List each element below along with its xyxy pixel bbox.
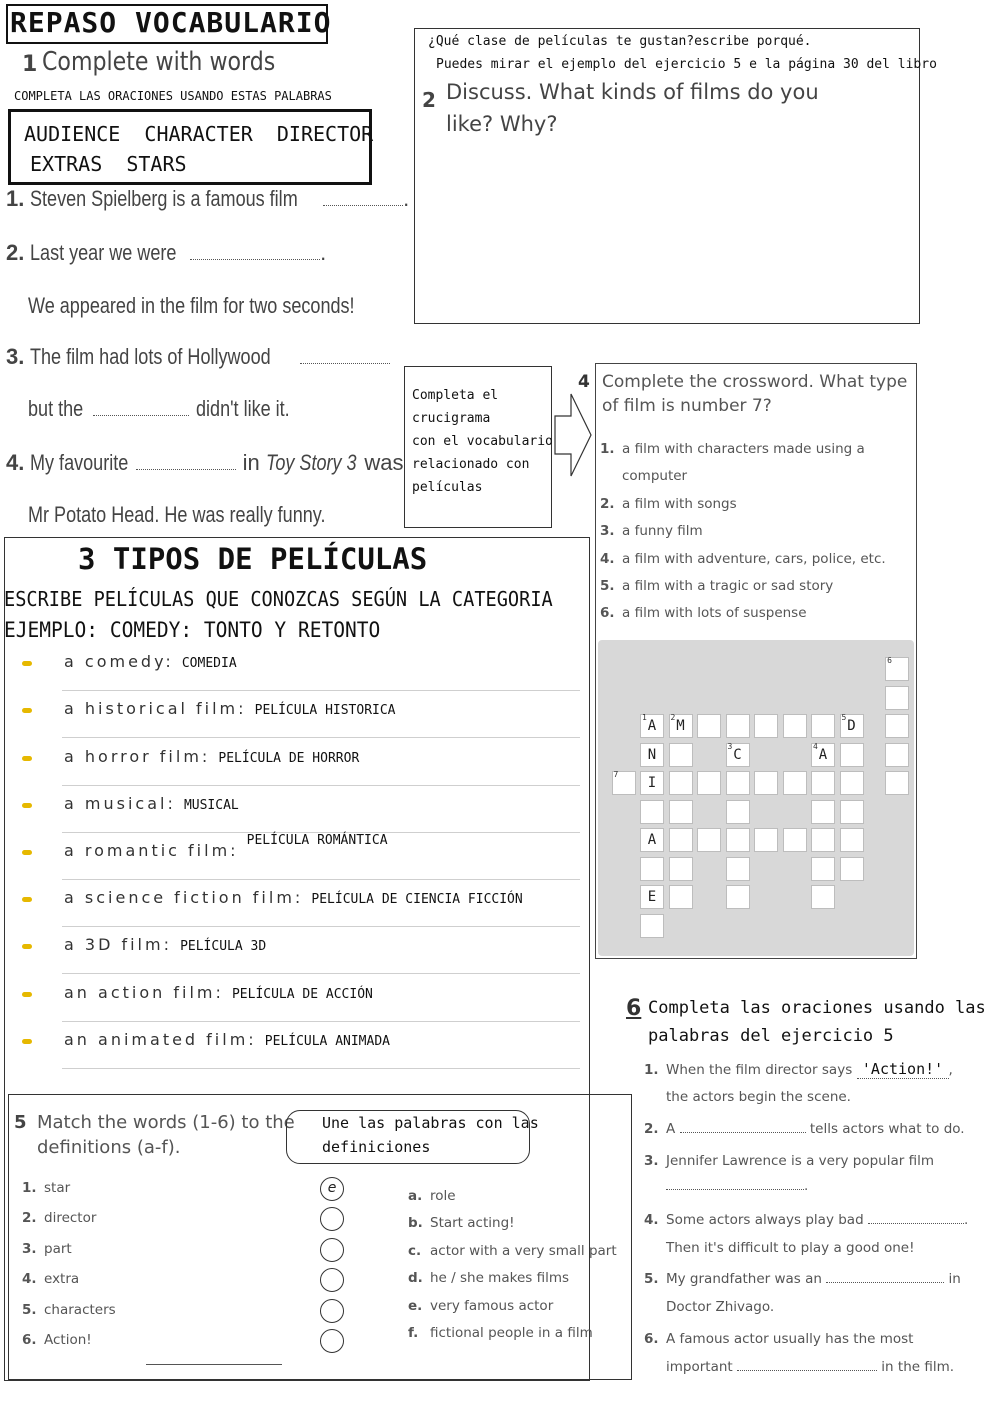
arrow-right-icon xyxy=(553,392,593,478)
ex2-question-line2: like? Why? xyxy=(446,112,558,136)
crossword-letter: A xyxy=(818,746,828,763)
ex2-note-line2: Puedes mirar el ejemplo del ejercicio 5 e la página 30 del libro xyxy=(436,57,937,72)
crossword-cell[interactable] xyxy=(640,714,664,738)
match-definition: b. Start acting! xyxy=(408,1215,515,1231)
crossword-cell[interactable] xyxy=(811,714,835,738)
crossword-clue-number: 4 xyxy=(813,741,818,751)
answer-line[interactable] xyxy=(62,785,580,786)
ex6-sentence-4: 4. Some actors always play bad . xyxy=(644,1212,969,1228)
ex3-subtitle-1: ESCRIBE PELÍCULAS QUE CONOZCAS SEGÚN LA CATEGORIA xyxy=(4,587,553,611)
film-type-spanish[interactable]: PELÍCULA ANIMADA xyxy=(264,1034,390,1049)
ex6-sentence-6b: important in the film. xyxy=(666,1359,955,1375)
ex1-sentence-1: 1. Steven Spielberg is a famous film . xyxy=(6,186,410,211)
divider-line xyxy=(146,1364,282,1365)
ex2-question-line1: Discuss. What kinds of films do you xyxy=(446,80,819,104)
ex1-sentence-3b: but the didn't like it. xyxy=(28,396,290,421)
ex5-note-line2: definiciones xyxy=(322,1138,431,1156)
bullet-icon xyxy=(22,897,32,902)
ex6-number: 6 xyxy=(626,996,642,1021)
ex4-clue-list xyxy=(600,436,886,628)
ex6-title-line2: palabras del ejercicio 5 xyxy=(648,1026,894,1046)
film-type-english: a musical: xyxy=(64,794,176,813)
match-word: 3. part xyxy=(22,1241,72,1257)
answer-circle[interactable] xyxy=(320,1238,344,1262)
film-type-spanish[interactable]: PELÍCULA HISTORICA xyxy=(254,703,396,718)
match-definition: d. he / she makes films xyxy=(408,1270,570,1286)
crossword-cell[interactable] xyxy=(811,743,835,767)
ex6-sentence-3: 3. Jennifer Lawrence is a very popular film xyxy=(644,1153,935,1169)
ex6-sentence-5b: Doctor Zhivago. xyxy=(666,1299,775,1315)
ex3-subtitle-2: EJEMPLO: COMEDY: TONTO Y RETONTO xyxy=(4,618,381,642)
word-bank-line1: AUDIENCE CHARACTER DIRECTOR xyxy=(24,122,374,146)
answer-line[interactable] xyxy=(62,1068,580,1069)
crossword-letter: A xyxy=(647,718,657,734)
answer-line[interactable] xyxy=(62,973,580,974)
film-type-row xyxy=(64,888,523,907)
crossword-cell[interactable] xyxy=(669,800,693,824)
clue-1: 1. a film with characters made using a xyxy=(600,441,865,457)
ex6-sentence-6: 6. A famous actor usually has the most xyxy=(644,1331,914,1347)
word-bank-line2: EXTRAS STARS xyxy=(30,152,187,176)
ex1-title: Complete with words xyxy=(42,47,276,77)
crossword-cell[interactable] xyxy=(811,828,835,852)
crossword-cell[interactable] xyxy=(783,828,807,852)
answer-circle[interactable] xyxy=(320,1207,344,1231)
crossword-clue-number: 6 xyxy=(887,656,892,665)
crossword-cell[interactable] xyxy=(783,771,807,795)
answer-line[interactable] xyxy=(62,926,580,927)
crossword-cell[interactable] xyxy=(669,857,693,881)
match-word: 2. director xyxy=(22,1210,97,1226)
crossword-cell[interactable] xyxy=(640,828,664,852)
crossword-cell[interactable] xyxy=(811,885,835,909)
answer-blank[interactable] xyxy=(300,363,390,364)
clue-6: 6. a film with lots of suspense xyxy=(600,605,807,622)
crossword-cell[interactable] xyxy=(885,686,909,710)
film-type-english: an action film: xyxy=(64,983,224,1002)
crossword-letter: M xyxy=(676,718,685,734)
film-type-english: a historical film: xyxy=(64,699,247,718)
crossword-clue-number: 7 xyxy=(613,770,619,779)
clue-3: 3. a funny film xyxy=(600,523,703,540)
film-type-row xyxy=(64,935,266,954)
crossword-cell[interactable] xyxy=(612,771,636,795)
bullet-icon xyxy=(22,803,32,808)
crossword-clue-number: 5 xyxy=(841,713,847,722)
match-word: 4. extra xyxy=(22,1271,80,1287)
crossword-cell[interactable] xyxy=(811,800,835,824)
crossword-letter: N xyxy=(647,746,657,763)
film-type-row xyxy=(64,794,239,813)
answer-circle[interactable] xyxy=(320,1299,344,1323)
crossword-letter: D xyxy=(847,718,856,734)
crossword-cell[interactable] xyxy=(885,771,909,795)
crossword-cell[interactable] xyxy=(697,828,721,852)
answer-line[interactable] xyxy=(62,690,580,691)
crossword-cell[interactable] xyxy=(754,714,778,738)
crossword-cell[interactable] xyxy=(669,828,693,852)
film-type-english: a horror film: xyxy=(64,747,211,766)
film-type-row xyxy=(64,833,388,860)
match-definition: f. fictional people in a film xyxy=(408,1325,593,1341)
answer-blank[interactable] xyxy=(826,1282,944,1283)
bullet-icon xyxy=(22,661,32,666)
crossword-cell[interactable] xyxy=(840,771,864,795)
ex1-sentence-4: 4. My favourite in Toy Story 3 was xyxy=(6,450,404,475)
bullet-icon xyxy=(22,708,32,713)
crossword-cell[interactable] xyxy=(726,828,750,852)
match-definition: a. role xyxy=(408,1188,456,1204)
bullet-icon xyxy=(22,850,32,855)
answer-line[interactable] xyxy=(62,737,580,738)
film-type-english: a 3D film: xyxy=(64,935,172,954)
match-definition: c. actor with a very small part xyxy=(408,1243,617,1259)
crossword-cell[interactable] xyxy=(811,771,835,795)
crossword-clue-number: 1 xyxy=(642,713,647,722)
film-type-english: a comedy: xyxy=(64,652,174,671)
crossword-cell[interactable] xyxy=(669,885,693,909)
ex2-number: 2 xyxy=(422,88,436,112)
answer-blank[interactable]: 'Action!' xyxy=(857,1060,949,1079)
film-type-spanish[interactable]: MUSICAL xyxy=(183,798,239,813)
crossword-letter: A xyxy=(647,832,657,848)
crossword-cell[interactable] xyxy=(840,743,864,767)
film-type-row xyxy=(64,983,373,1002)
ex4-title-line2: of film is number 7? xyxy=(602,396,772,416)
ex6-sentence-1: 1. When the film director says 'Action!' , xyxy=(644,1060,953,1078)
crossword-cell[interactable] xyxy=(754,771,778,795)
film-type-spanish[interactable]: PELÍCULA DE ACCIÓN xyxy=(231,987,373,1002)
ex1-sentence-2: 2. Last year we were . xyxy=(6,240,327,265)
crossword-letter: I xyxy=(647,775,657,791)
answer-blank[interactable] xyxy=(666,1189,804,1190)
bullet-icon xyxy=(22,756,32,761)
match-word: 6. Action! xyxy=(22,1332,92,1348)
crossword-cell[interactable] xyxy=(885,743,909,767)
ex5-title-line1: Match the words (1-6) to the xyxy=(37,1112,295,1133)
ex6-sentence-1b: the actors begin the scene. xyxy=(666,1089,851,1105)
bullet-icon xyxy=(22,1039,32,1044)
film-type-row xyxy=(64,652,237,671)
crossword-cell[interactable] xyxy=(840,800,864,824)
crossword-clue-number: 2 xyxy=(670,713,676,722)
ex1-sentence-2b: We appeared in the film for two seconds! xyxy=(28,293,355,318)
crossword-cell[interactable] xyxy=(669,771,693,795)
answer-blank[interactable] xyxy=(737,1370,877,1371)
crossword-cell[interactable] xyxy=(783,714,807,738)
crossword-cell[interactable] xyxy=(840,857,864,881)
crossword-cell[interactable] xyxy=(811,857,835,881)
film-type-spanish[interactable]: PELÍCULA DE CIENCIA FICCIÓN xyxy=(311,892,523,907)
ex6-title-line1: Completa las oraciones usando las xyxy=(648,998,986,1018)
ex4-title-line1: Complete the crossword. What type xyxy=(602,372,908,392)
ex5-number: 5 xyxy=(14,1112,27,1133)
film-type-spanish[interactable]: PELÍCULA 3D xyxy=(180,939,267,954)
match-word: 1. star xyxy=(22,1180,71,1196)
answer-line[interactable] xyxy=(62,879,580,880)
crossword-cell[interactable] xyxy=(885,714,909,738)
answer-blank[interactable] xyxy=(868,1223,964,1224)
crossword-cell[interactable] xyxy=(726,857,750,881)
ex5-title-line2: definitions (a-f). xyxy=(37,1137,181,1158)
film-type-english: a romantic film: xyxy=(64,841,239,860)
film-type-row xyxy=(64,747,359,766)
crossword-cell[interactable] xyxy=(669,743,693,767)
clue-4: 4. a film with adventure, cars, police, etc. xyxy=(600,550,886,567)
crossword-cell[interactable] xyxy=(640,771,664,795)
match-word: 5. characters xyxy=(22,1302,116,1318)
crossword-cell[interactable] xyxy=(640,800,664,824)
ex2-note-line1: ¿Qué clase de películas te gustan?escribe porqué. xyxy=(428,34,812,49)
bullet-icon xyxy=(22,944,32,949)
crossword-cell[interactable] xyxy=(726,743,750,767)
crossword-cell[interactable] xyxy=(697,714,721,738)
ex1-sentence-4b: Mr Potato Head. He was really funny. xyxy=(28,502,326,527)
film-type-english: an animated film: xyxy=(64,1030,257,1049)
ex2-answer-area[interactable] xyxy=(430,145,910,315)
crossword-cell[interactable] xyxy=(726,771,750,795)
crossword-clue-number: 3 xyxy=(727,741,733,751)
film-type-row xyxy=(64,699,396,718)
film-type-spanish[interactable]: PELÍCULA ROMÁNTICA xyxy=(246,833,388,848)
crossword-cell[interactable] xyxy=(640,743,664,767)
crossword-cell[interactable] xyxy=(885,657,909,681)
answer-circle[interactable] xyxy=(320,1268,344,1292)
film-type-row xyxy=(64,1030,390,1049)
ex3-title: 3 TIPOS DE PELÍCULAS xyxy=(78,542,428,576)
answer-blank[interactable] xyxy=(136,469,236,470)
crossword-cell[interactable] xyxy=(669,714,693,738)
ex5-note-line1: Une las palabras con las xyxy=(322,1114,539,1132)
film-type-spanish[interactable]: COMEDIA xyxy=(181,656,237,671)
ex6-sentence-2: 2. A tells actors what to do. xyxy=(644,1121,965,1137)
crossword-cell[interactable] xyxy=(726,885,750,909)
ex6-sentence-5: 5. My grandfather was an in xyxy=(644,1271,961,1287)
crossword-cell[interactable] xyxy=(840,828,864,852)
crossword-cell[interactable] xyxy=(697,771,721,795)
ex1-sentence-3: 3. The film had lots of Hollywood xyxy=(6,344,390,370)
answer-line[interactable] xyxy=(62,1021,580,1022)
clue-5: 5. a film with a tragic or sad story xyxy=(600,578,834,595)
answer-blank[interactable] xyxy=(680,1132,806,1133)
crossword-cell[interactable] xyxy=(640,885,664,909)
ex6-sentence-3b: . xyxy=(666,1178,808,1194)
crossword-letter: E xyxy=(647,889,657,905)
crossword-cell[interactable] xyxy=(640,857,664,881)
ex4-note: Completa el crucigrama con el vocabulario relacionado con películas xyxy=(412,388,553,495)
bullet-icon xyxy=(22,992,32,997)
crossword-cell[interactable] xyxy=(754,828,778,852)
answer-blank[interactable] xyxy=(323,205,403,206)
answer-blank[interactable] xyxy=(93,415,189,416)
crossword-cell[interactable] xyxy=(726,714,750,738)
film-type-english: a science fiction film: xyxy=(64,888,304,907)
ex1-number: 1 xyxy=(22,52,38,77)
answer-blank[interactable] xyxy=(190,259,320,260)
crossword-cell[interactable] xyxy=(840,714,864,738)
ex1-instruction: COMPLETA LAS ORACIONES USANDO ESTAS PALABRAS xyxy=(14,89,332,103)
answer-circle[interactable]: e xyxy=(320,1177,344,1201)
clue-1-cont: computer xyxy=(622,468,688,485)
clue-2: 2. a film with songs xyxy=(600,495,737,512)
crossword-letter: C xyxy=(733,746,742,763)
page-title: REPASO VOCABULARIO xyxy=(10,6,332,39)
answer-circle[interactable] xyxy=(320,1329,344,1353)
match-definition: e. very famous actor xyxy=(408,1298,554,1314)
crossword-cell[interactable] xyxy=(726,800,750,824)
ex4-number: 4 xyxy=(578,372,590,392)
ex6-sentence-4b: Then it's difficult to play a good one! xyxy=(666,1240,915,1256)
film-type-spanish[interactable]: PELÍCULA DE HORROR xyxy=(218,751,360,766)
crossword-cell[interactable] xyxy=(640,914,664,938)
